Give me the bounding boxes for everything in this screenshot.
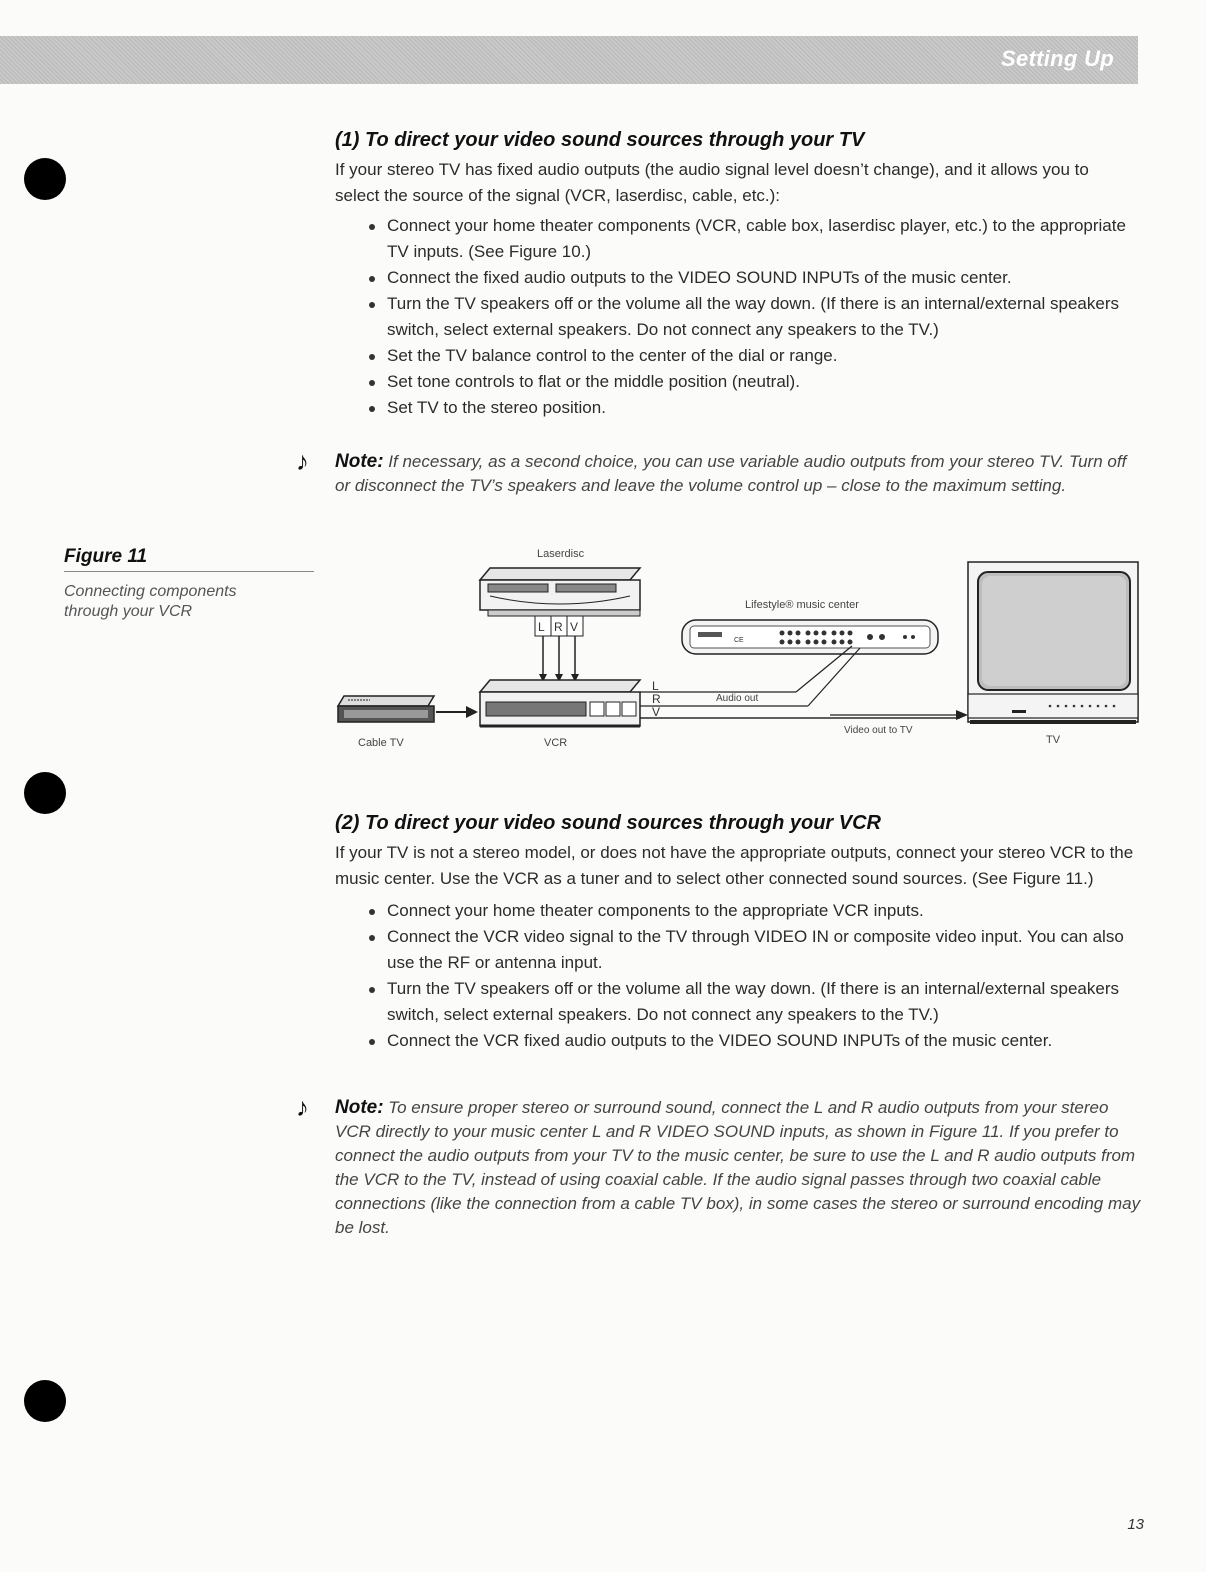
list-item: Turn the TV speakers off or the volume all the way down. (If there is an internal/external speakers switch, select external speakers. Do not connect any speakers to the TV.) [367,291,1135,343]
r-label: R [554,620,563,634]
page-number: 13 [1127,1516,1144,1533]
section-1-intro: If your stereo TV has fixed audio outputs (the audio signal level doesn’t change), and it allows you to select the source of the signal (VCR, laserdisc, cable, etc.): [335,160,1089,205]
tv-illustration [968,562,1138,724]
vcr-v-label: V [652,705,661,719]
section-2-bullets [367,898,1135,1054]
binder-hole [24,772,66,814]
note-text: If necessary, as a second choice, you can use variable audio outputs from your stereo TV. Turn off or disconnect the TV’s speakers and leave the volume control up – close to the maximum setting. [335,452,1127,495]
list-item: Turn the TV speakers off or the volume all the way down. (If there is an internal/external speakers switch, select external speakers. Do not connect any speakers to the TV.) [367,976,1135,1028]
list-item: Connect your home theater components to the appropriate VCR inputs. [367,898,1135,924]
l-label: L [538,620,545,634]
svg-text:CE: CE [734,637,744,644]
list-item: Set the TV balance control to the center of the dial or range. [367,343,1135,369]
note-text: To ensure proper stereo or surround sound, connect the L and R audio outputs from your stereo VCR directly to your music center L and R VIDEO SOUND inputs, as shown in Figure 11. If you prefer to connect the audio outputs from your TV to the music center, be sure to use the L and R audio outputs from the VCR to the TV, instead of using coaxial cable. If the audio signal passes through two coaxial cable connections (like the connection from a cable TV box), in some cases the stereo or surround encoding may be lost. [335,1098,1141,1237]
section-2-heading: (2) To direct your video sound sources through your VCR [335,812,881,834]
music-note-icon: ♪ [296,446,309,476]
vcr-illustration [480,680,640,726]
list-item: Set TV to the stereo position. [367,395,1135,421]
note-2 [335,1096,1145,1240]
laserdisc-label: Laserdisc [537,548,585,560]
list-item: Connect the VCR video signal to the TV through VIDEO IN or composite video input. You can also use the RF or antenna input. [367,924,1135,976]
figure-caption: Connecting components through your VCR [64,583,237,620]
binder-hole [24,158,66,200]
laserdisc-player-illustration [480,568,640,616]
note-1 [335,450,1145,498]
music-center-illustration [682,620,938,654]
list-item: Set tone controls to flat or the middle position (neutral). [367,369,1135,395]
connection-diagram [330,540,1145,760]
video-out-label: Video out to TV [844,725,913,736]
list-item: Connect your home theater components (VCR, cable box, laserdisc player, etc.) to the appropriate TV inputs. (See Figure 10.) [367,213,1135,265]
music-center-label: Lifestyle® music center [745,599,859,611]
vcr-r-label: R [652,692,661,706]
section-1 [335,127,1135,421]
tv-label: TV [1046,734,1061,746]
audio-out-label: Audio out [716,693,759,704]
v-label: V [570,620,579,634]
section-1-heading: (1) To direct your video sound sources through your TV [335,129,865,151]
note-label: Note: [335,1097,384,1118]
section-1-bullets [367,213,1135,421]
section-title: Setting Up [1001,46,1114,71]
vcr-l-label: L [652,679,659,693]
list-item: Connect the fixed audio outputs to the VIDEO SOUND INPUTs of the music center. [367,265,1135,291]
list-item: Connect the VCR fixed audio outputs to the VIDEO SOUND INPUTs of the music center. [367,1028,1135,1054]
figure-label: Figure 11 [64,546,314,572]
note-label: Note: [335,451,384,472]
cable-tv-label: Cable TV [358,737,404,749]
vcr-label: VCR [544,737,568,749]
section-2 [335,810,1135,1054]
binder-hole [24,1380,66,1422]
section-2-intro: If your TV is not a stereo model, or does not have the appropriate outputs, connect your stereo VCR to the music center. Use the VCR as a tuner and to select other connected sound sources. (See Figure 11.) [335,843,1134,888]
music-note-icon: ♪ [296,1092,309,1122]
header-band [0,36,1138,84]
cable-box-illustration [338,696,434,722]
